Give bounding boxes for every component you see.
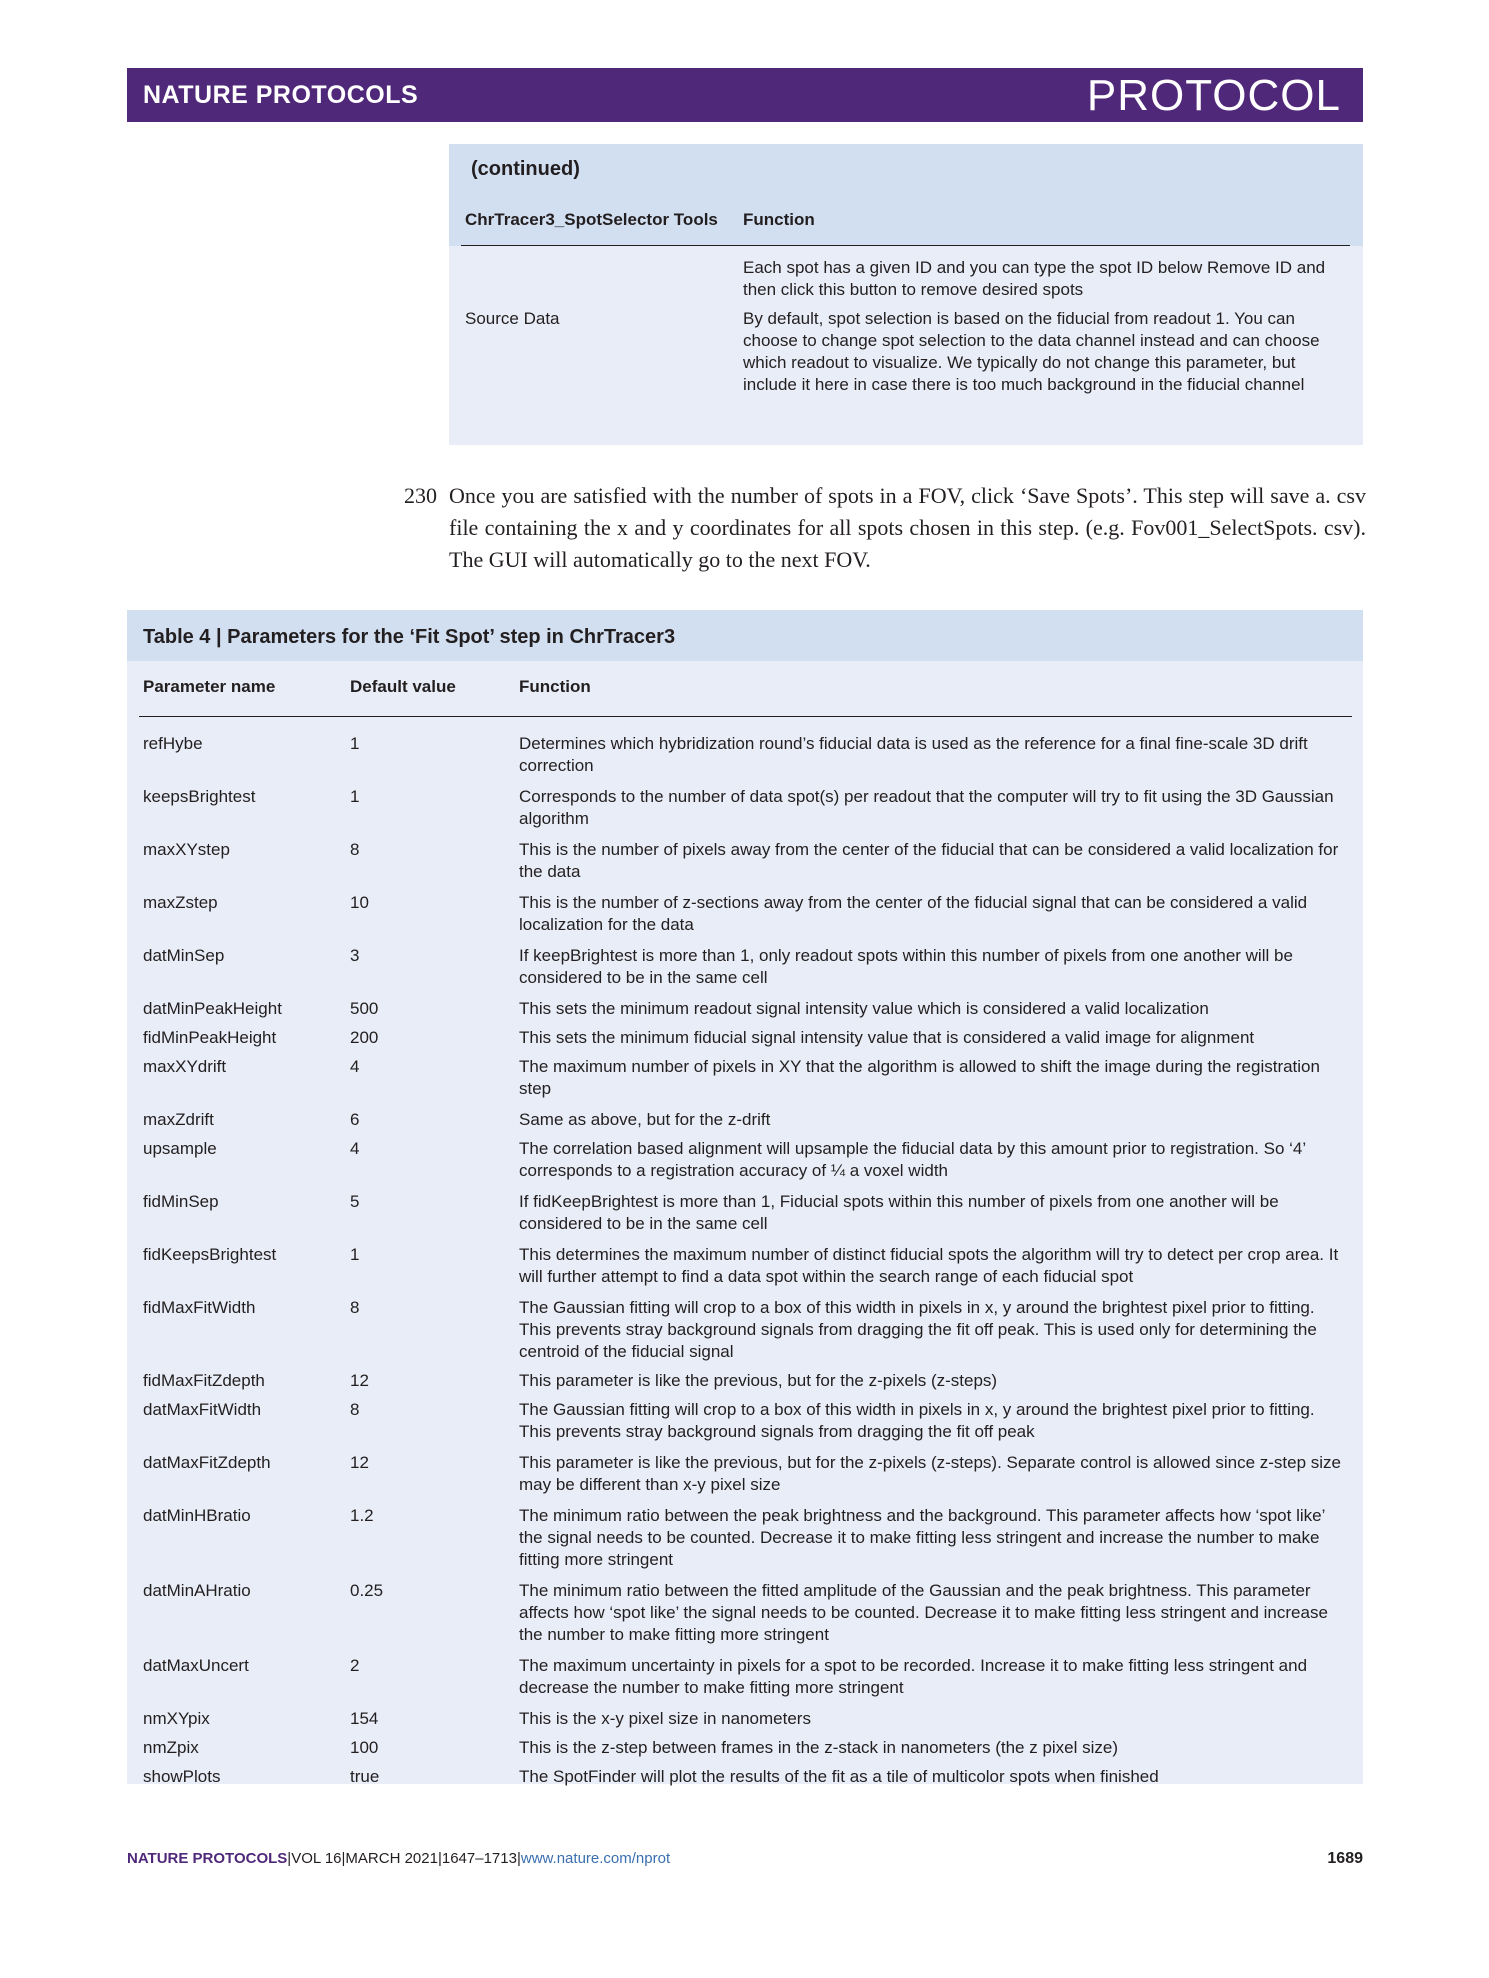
default-value: 100	[350, 1738, 379, 1757]
table-row	[127, 1708, 1363, 1730]
footer-separator: |	[341, 1850, 346, 1867]
parameter-function: The minimum ratio between the fitted amplitude of the Gaussian and the peak brightness. This parameter affects how ‘spot like’ the signal needs to be counted. Decrease it to make fitting less stringent and increase the number to make fitting more stringent	[519, 1581, 1328, 1644]
footer-date: MARCH 2021	[345, 1850, 438, 1867]
default-value: 4	[350, 1057, 360, 1076]
parameter-function: This sets the minimum fiducial signal intensity value that is considered a valid image for alignment	[519, 1028, 1255, 1047]
continued-table-header	[449, 144, 1363, 246]
table-row	[127, 1191, 1363, 1235]
table-row	[127, 998, 1363, 1020]
parameter-name: nmZpix	[143, 1738, 199, 1757]
parameter-name: datMaxFitWidth	[143, 1400, 262, 1419]
parameter-name: maxXYstep	[143, 840, 230, 859]
default-value: 1	[350, 787, 360, 806]
table-row	[127, 786, 1363, 830]
footer-volume: VOL 16	[291, 1850, 342, 1867]
parameter-function: The maximum uncertainty in pixels for a spot to be recorded. Increase it to make fitting less stringent and decrease the number to make fitting more stringent	[519, 1656, 1308, 1697]
parameter-function: The SpotFinder will plot the results of the fit as a tile of multicolor spots when finished	[519, 1767, 1159, 1786]
parameter-function: This sets the minimum readout signal intensity value which is considered a valid localization	[519, 999, 1209, 1018]
parameter-function: This is the number of pixels away from the center of the fiducial that can be considered a valid localization for the data	[519, 840, 1339, 881]
parameter-function: The correlation based alignment will upsample the fiducial data by this amount prior to registration. So ‘4’ corresponds to a registration accuracy of ¼ a voxel width	[519, 1139, 1306, 1180]
parameter-name: datMaxFitZdepth	[143, 1453, 271, 1472]
page-number: 1689	[1327, 1850, 1363, 1867]
default-value: 1	[350, 734, 360, 753]
table-row	[127, 1452, 1363, 1496]
header-rule	[461, 245, 1350, 246]
parameter-function: This determines the maximum number of distinct fiducial spots the algorithm will try to detect per crop area. It will further attempt to find a data spot within the search range of each fiducial spot	[519, 1245, 1339, 1286]
journal-name: NATURE PROTOCOLS	[143, 81, 419, 109]
default-value: 12	[350, 1453, 369, 1472]
parameter-name: datMaxUncert	[143, 1656, 249, 1675]
parameter-name: fidMaxFitWidth	[143, 1298, 256, 1317]
parameter-name: fidKeepsBrightest	[143, 1245, 277, 1264]
parameter-function: This is the x-y pixel size in nanometers	[519, 1709, 811, 1728]
parameter-name: nmXYpix	[143, 1709, 210, 1728]
header-rule	[139, 716, 1352, 717]
footer-separator: |	[287, 1850, 292, 1867]
default-value: 2	[350, 1656, 360, 1675]
table-row	[127, 1109, 1363, 1131]
default-value: 0.25	[350, 1581, 384, 1600]
table-4	[127, 610, 1363, 1784]
table-caption	[127, 610, 1363, 661]
table-row	[127, 945, 1363, 989]
step-text: Once you are satisfied with the number of spots in a FOV, click ‘Save Spots’. This step will save a. csv file containing the x and y coordinates for all spots chosen in this step. (e.g. Fov001_SelectSpots. csv). The GUI will automatically go to the next FOV.	[449, 483, 1366, 572]
parameter-name: fidMinSep	[143, 1192, 219, 1211]
parameter-name: refHybe	[143, 734, 203, 753]
parameter-function: Same as above, but for the z-drift	[519, 1110, 771, 1129]
table-row	[127, 839, 1363, 883]
default-value: 12	[350, 1371, 369, 1390]
table-row	[127, 1244, 1363, 1288]
parameter-name: datMinAHratio	[143, 1581, 251, 1600]
default-value: 8	[350, 1400, 360, 1419]
table-row	[127, 733, 1363, 777]
default-value: 500	[350, 999, 379, 1018]
default-value: true	[350, 1767, 380, 1786]
default-value: 6	[350, 1110, 360, 1129]
parameter-function: This parameter is like the previous, but for the z-pixels (z-steps). Separate control is allowed since z-step size may be different than x-y pixel size	[519, 1453, 1342, 1494]
table-label: Table 4	[143, 626, 211, 648]
journal-header-bar	[127, 68, 1363, 122]
table-row	[127, 1297, 1363, 1363]
parameter-function: The maximum number of pixels in XY that the algorithm is allowed to shift the image during the registration step	[519, 1057, 1320, 1098]
parameter-function: This is the z-step between frames in the z-stack in nanometers (the z pixel size)	[519, 1738, 1119, 1757]
parameter-function: Corresponds to the number of data spot(s) per readout that the computer will try to fit using the 3D Gaussian algorithm	[519, 787, 1334, 828]
table-row	[127, 1138, 1363, 1182]
tool-name: Source Data	[465, 309, 560, 328]
continued-label: (continued)	[471, 158, 580, 180]
default-value: 200	[350, 1028, 379, 1047]
default-value: 1.2	[350, 1506, 374, 1525]
table-caption-text: Parameters for the ‘Fit Spot’ step in ChrTracer3	[227, 626, 676, 648]
default-value: 4	[350, 1139, 360, 1158]
table-row	[127, 1399, 1363, 1443]
tool-function: Each spot has a given ID and you can type the spot ID below Remove ID and then click this button to remove desired spots	[743, 258, 1326, 299]
column-header-tools: ChrTracer3_SpotSelector Tools	[465, 210, 718, 229]
default-value: 3	[350, 946, 360, 965]
parameter-name: showPlots	[143, 1767, 221, 1786]
default-value: 10	[350, 893, 369, 912]
parameter-name: upsample	[143, 1139, 217, 1158]
column-header-function: Function	[519, 677, 591, 696]
parameter-name: maxXYdrift	[143, 1057, 227, 1076]
parameter-name: datMinSep	[143, 946, 225, 965]
table-row	[127, 1027, 1363, 1049]
footer-url-link[interactable]: www.nature.com/nprot	[520, 1850, 671, 1867]
default-value: 8	[350, 1298, 360, 1317]
table-row	[127, 1655, 1363, 1699]
parameter-name: fidMaxFitZdepth	[143, 1371, 265, 1390]
parameter-name: maxZstep	[143, 893, 218, 912]
table-row	[127, 1580, 1363, 1646]
table-row	[127, 1056, 1363, 1100]
parameter-function: If keepBrightest is more than 1, only readout spots within this number of pixels from one another will be considered to be in the same cell	[519, 946, 1293, 987]
table-row	[127, 1766, 1363, 1788]
parameter-function: This parameter is like the previous, but for the z-pixels (z-steps)	[519, 1371, 998, 1390]
parameter-name: fidMinPeakHeight	[143, 1028, 277, 1047]
step-number: 230	[404, 483, 437, 508]
parameter-name: maxZdrift	[143, 1110, 214, 1129]
parameter-function: This is the number of z-sections away from the center of the fiducial signal that can be considered a valid localization for the data	[519, 893, 1308, 934]
table-row	[127, 892, 1363, 936]
footer-journal: NATURE PROTOCOLS	[127, 1850, 288, 1867]
parameter-function: If fidKeepBrightest is more than 1, Fiducial spots within this number of pixels from one another will be considered to be in the same cell	[519, 1192, 1279, 1233]
parameter-function: The Gaussian fitting will crop to a box of this width in pixels in x, y around the brightest pixel prior to fitting. This prevents stray background signals from dragging the fit off peak	[519, 1400, 1315, 1441]
column-header-default: Default value	[350, 677, 456, 696]
caption-separator: |	[216, 626, 228, 648]
default-value: 154	[350, 1709, 379, 1728]
article-type: PROTOCOL	[1086, 71, 1341, 120]
table-row	[127, 1737, 1363, 1759]
footer-separator: |	[437, 1850, 442, 1867]
column-header-function: Function	[743, 210, 815, 229]
parameter-function: The Gaussian fitting will crop to a box of this width in pixels in x, y around the brightest pixel prior to fitting. This prevents stray background signals from dragging the fit off peak. This is used only for determining the centroid of the fiducial signal	[519, 1298, 1317, 1361]
footer-pages: 1647–1713	[441, 1850, 517, 1867]
parameter-function: The minimum ratio between the peak brightness and the background. This parameter affects how ‘spot like’ the signal needs to be counted. Decrease it to make fitting less stringent and increase the number to make fitting more stringent	[519, 1506, 1325, 1569]
default-value: 5	[350, 1192, 360, 1211]
table-row	[127, 1370, 1363, 1392]
parameter-function: Determines which hybridization round’s fiducial data is used as the reference for a final fine-scale 3D drift correction	[519, 734, 1308, 775]
tool-function: By default, spot selection is based on the fiducial from readout 1. You can choose to change spot selection to the data channel instead and can choose which readout to visualize. We typically do not change this parameter, but include it here in case there is too much background in the fiducial channel	[743, 309, 1320, 394]
table-body	[127, 733, 1363, 1795]
continued-table	[449, 144, 1363, 445]
default-value: 1	[350, 1245, 360, 1264]
parameter-name: datMinHBratio	[143, 1506, 251, 1525]
parameter-name: datMinPeakHeight	[143, 999, 282, 1018]
parameter-name: keepsBrightest	[143, 787, 256, 806]
column-header-parameter: Parameter name	[143, 677, 276, 696]
default-value: 8	[350, 840, 360, 859]
table-row	[127, 1505, 1363, 1571]
footer-separator: |	[516, 1850, 521, 1867]
